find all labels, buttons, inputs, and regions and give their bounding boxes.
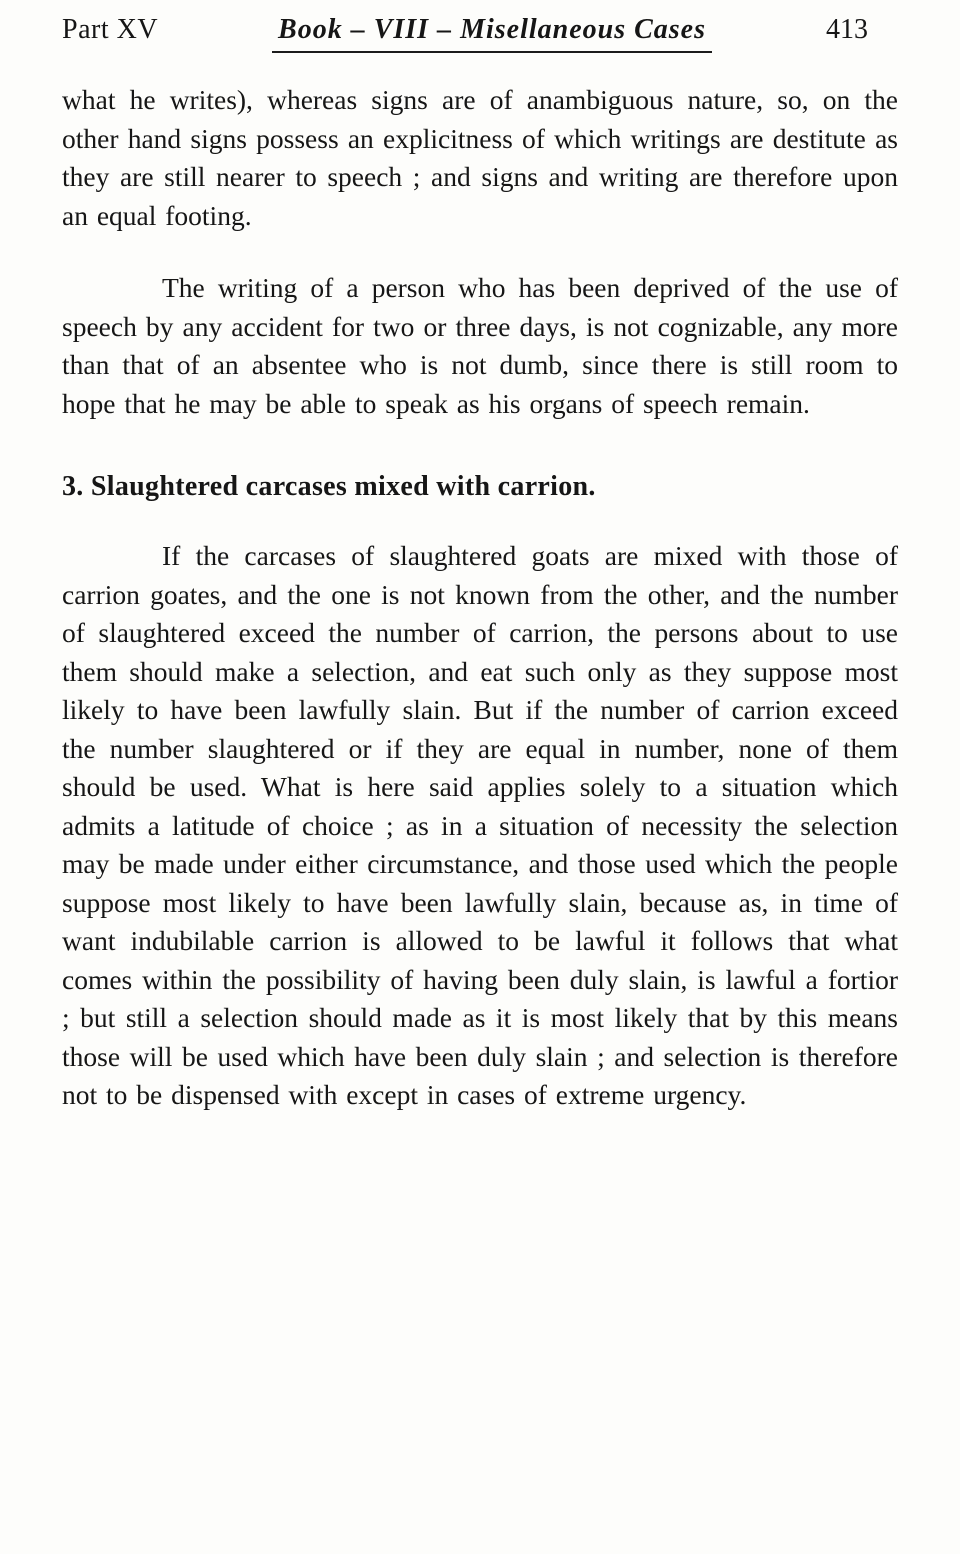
page-header <box>62 14 898 53</box>
book-title: Book – VIII – Misellaneous Cases <box>272 14 712 53</box>
paragraph: The writing of a person who has been deprived of the use of speech by any accident for two or three days, is not cognizable, any more than that of an absentee who is not dumb, since there is still room to hope that he may be able to speak as his organs of speech remain. <box>62 272 898 419</box>
paragraph: what he writes), whereas signs are of anambiguous nature, so, on the other hand signs possess an explicitness of which writings are destitute as they are still nearer to speech ; and signs and writing are therefore upon an equal footing. <box>62 84 898 231</box>
page-body <box>62 81 898 1115</box>
section-heading: 3. Slaughtered carcases mixed with carrion. <box>62 471 596 502</box>
page-number: 413 <box>825 14 868 45</box>
part-label: Part XV <box>62 14 159 45</box>
paragraph: If the carcases of slaughtered goats are mixed with those of carrion goates, and the one is not known from the other, and the number of slaughtered exceed the number of carrion, the persons about to use them should make a selection, and eat such only as they suppose most likely to have been lawfully slain. But if the number of carrion exceed the number slaughtered or if they are equal in number, none of them should be used. What is here said applies solely to a situation which admits a latitude of choice ; as in a situation of necessity the selection may be made under either circumstance, and those used which the people suppose most likely to have been lawfully slain, because as, in time of want indubilable carrion is allowed to be lawful it follows that what comes within the possibility of having been duly slain, is lawful a fortior ; but still a selection should made as it is most likely that by this means those will be used which have been duly slain ; and selection is therefore not to be dispensed with except in cases of extreme urgency. <box>62 540 898 1110</box>
